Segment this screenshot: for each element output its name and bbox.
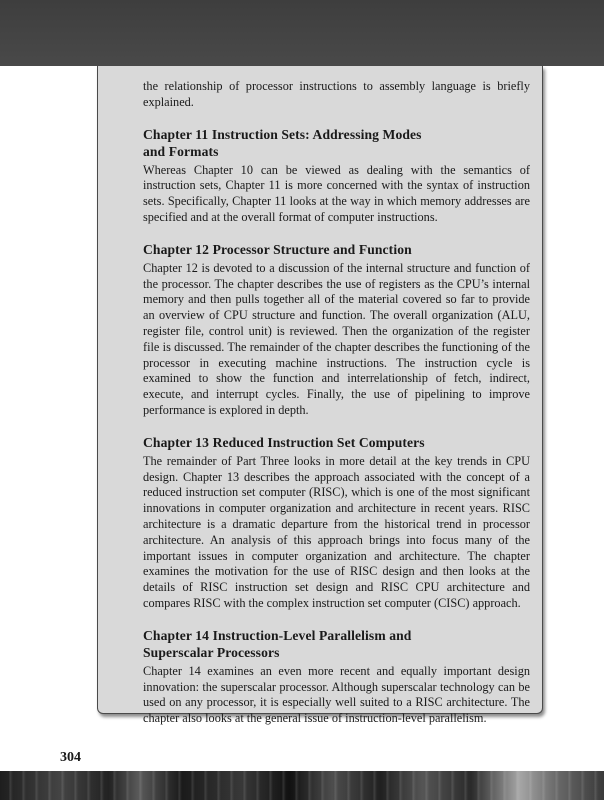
chapter-11-heading-line1: Chapter 11 Instruction Sets: Addressing Modes (143, 126, 422, 142)
chapter-12-heading (143, 241, 530, 258)
chapter-11-heading-line2: and Formats (143, 143, 219, 159)
top-shade (0, 0, 604, 66)
chapter-12-heading-line1: Chapter 12 Processor Structure and Function (143, 241, 412, 257)
chapter-12-body: Chapter 12 is devoted to a discussion of the internal structure and function of the processor. The chapter describes the use of registers as the CPU’s internal memory and then pulls together all of the material covered so far to provide an overview of CPU structure and function. The overall organization (ALU, register file, control unit) is reviewed. Then the organization of the register file is discussed. The remainder of the chapter describes the functioning of the processor in executing machine instructions. The instruction cycle is examined to show the function and interrelationship of fetch, indirect, execute, and interrupt cycles. Finally, the use of pipelining to improve performance is explored in depth. (143, 260, 530, 417)
chapter-14-heading-line2: Superscalar Processors (143, 644, 280, 660)
chapter-14-body: Chapter 14 examines an even more recent and equally important design innovation: the superscalar processor. Although superscalar technology can be used on any processor, it is especially well suited to a RISC architecture. The chapter also looks at the general issue of instruction-level parallelism. (143, 663, 530, 726)
chapter-11-heading (143, 126, 530, 160)
chapter-14-heading-line1: Chapter 14 Instruction-Level Parallelism and (143, 627, 412, 643)
chapter-13-heading-line1: Chapter 13 Reduced Instruction Set Computers (143, 434, 425, 450)
page-number: 304 (60, 750, 81, 765)
page-content (143, 79, 530, 727)
chapter-14-heading (143, 627, 530, 661)
chapter-11-body: Whereas Chapter 10 can be viewed as dealing with the semantics of instruction sets, Chapter 11 is more concerned with the syntax of instruction sets. Specifically, Chapter 11 looks at the way in which memory addresses are specified and at the overall format of computer instructions. (143, 162, 530, 224)
chapter-13-heading (143, 434, 530, 451)
decorative-photo-strip-texture (0, 771, 604, 800)
intro-paragraph: the relationship of processor instructions to assembly language is briefly explained. (143, 79, 530, 109)
chapter-13-body: The remainder of Part Three looks in more detail at the key trends in CPU design. Chapter 13 describes the approach associated with the concept of a reduced instruction set computer (RISC), which is one of the most significant innovations in computer organization and architecture in recent years. RISC architecture is a dramatic departure from the historical trend in processor architecture. An analysis of this approach brings into focus many of the important issues in computer organization and architecture. The chapter examines the motivation for the use of RISC design and then looks at the details of RISC instruction set design and RISC CPU architecture and compares RISC with the complex instruction set computer (CISC) approach. (143, 453, 530, 610)
